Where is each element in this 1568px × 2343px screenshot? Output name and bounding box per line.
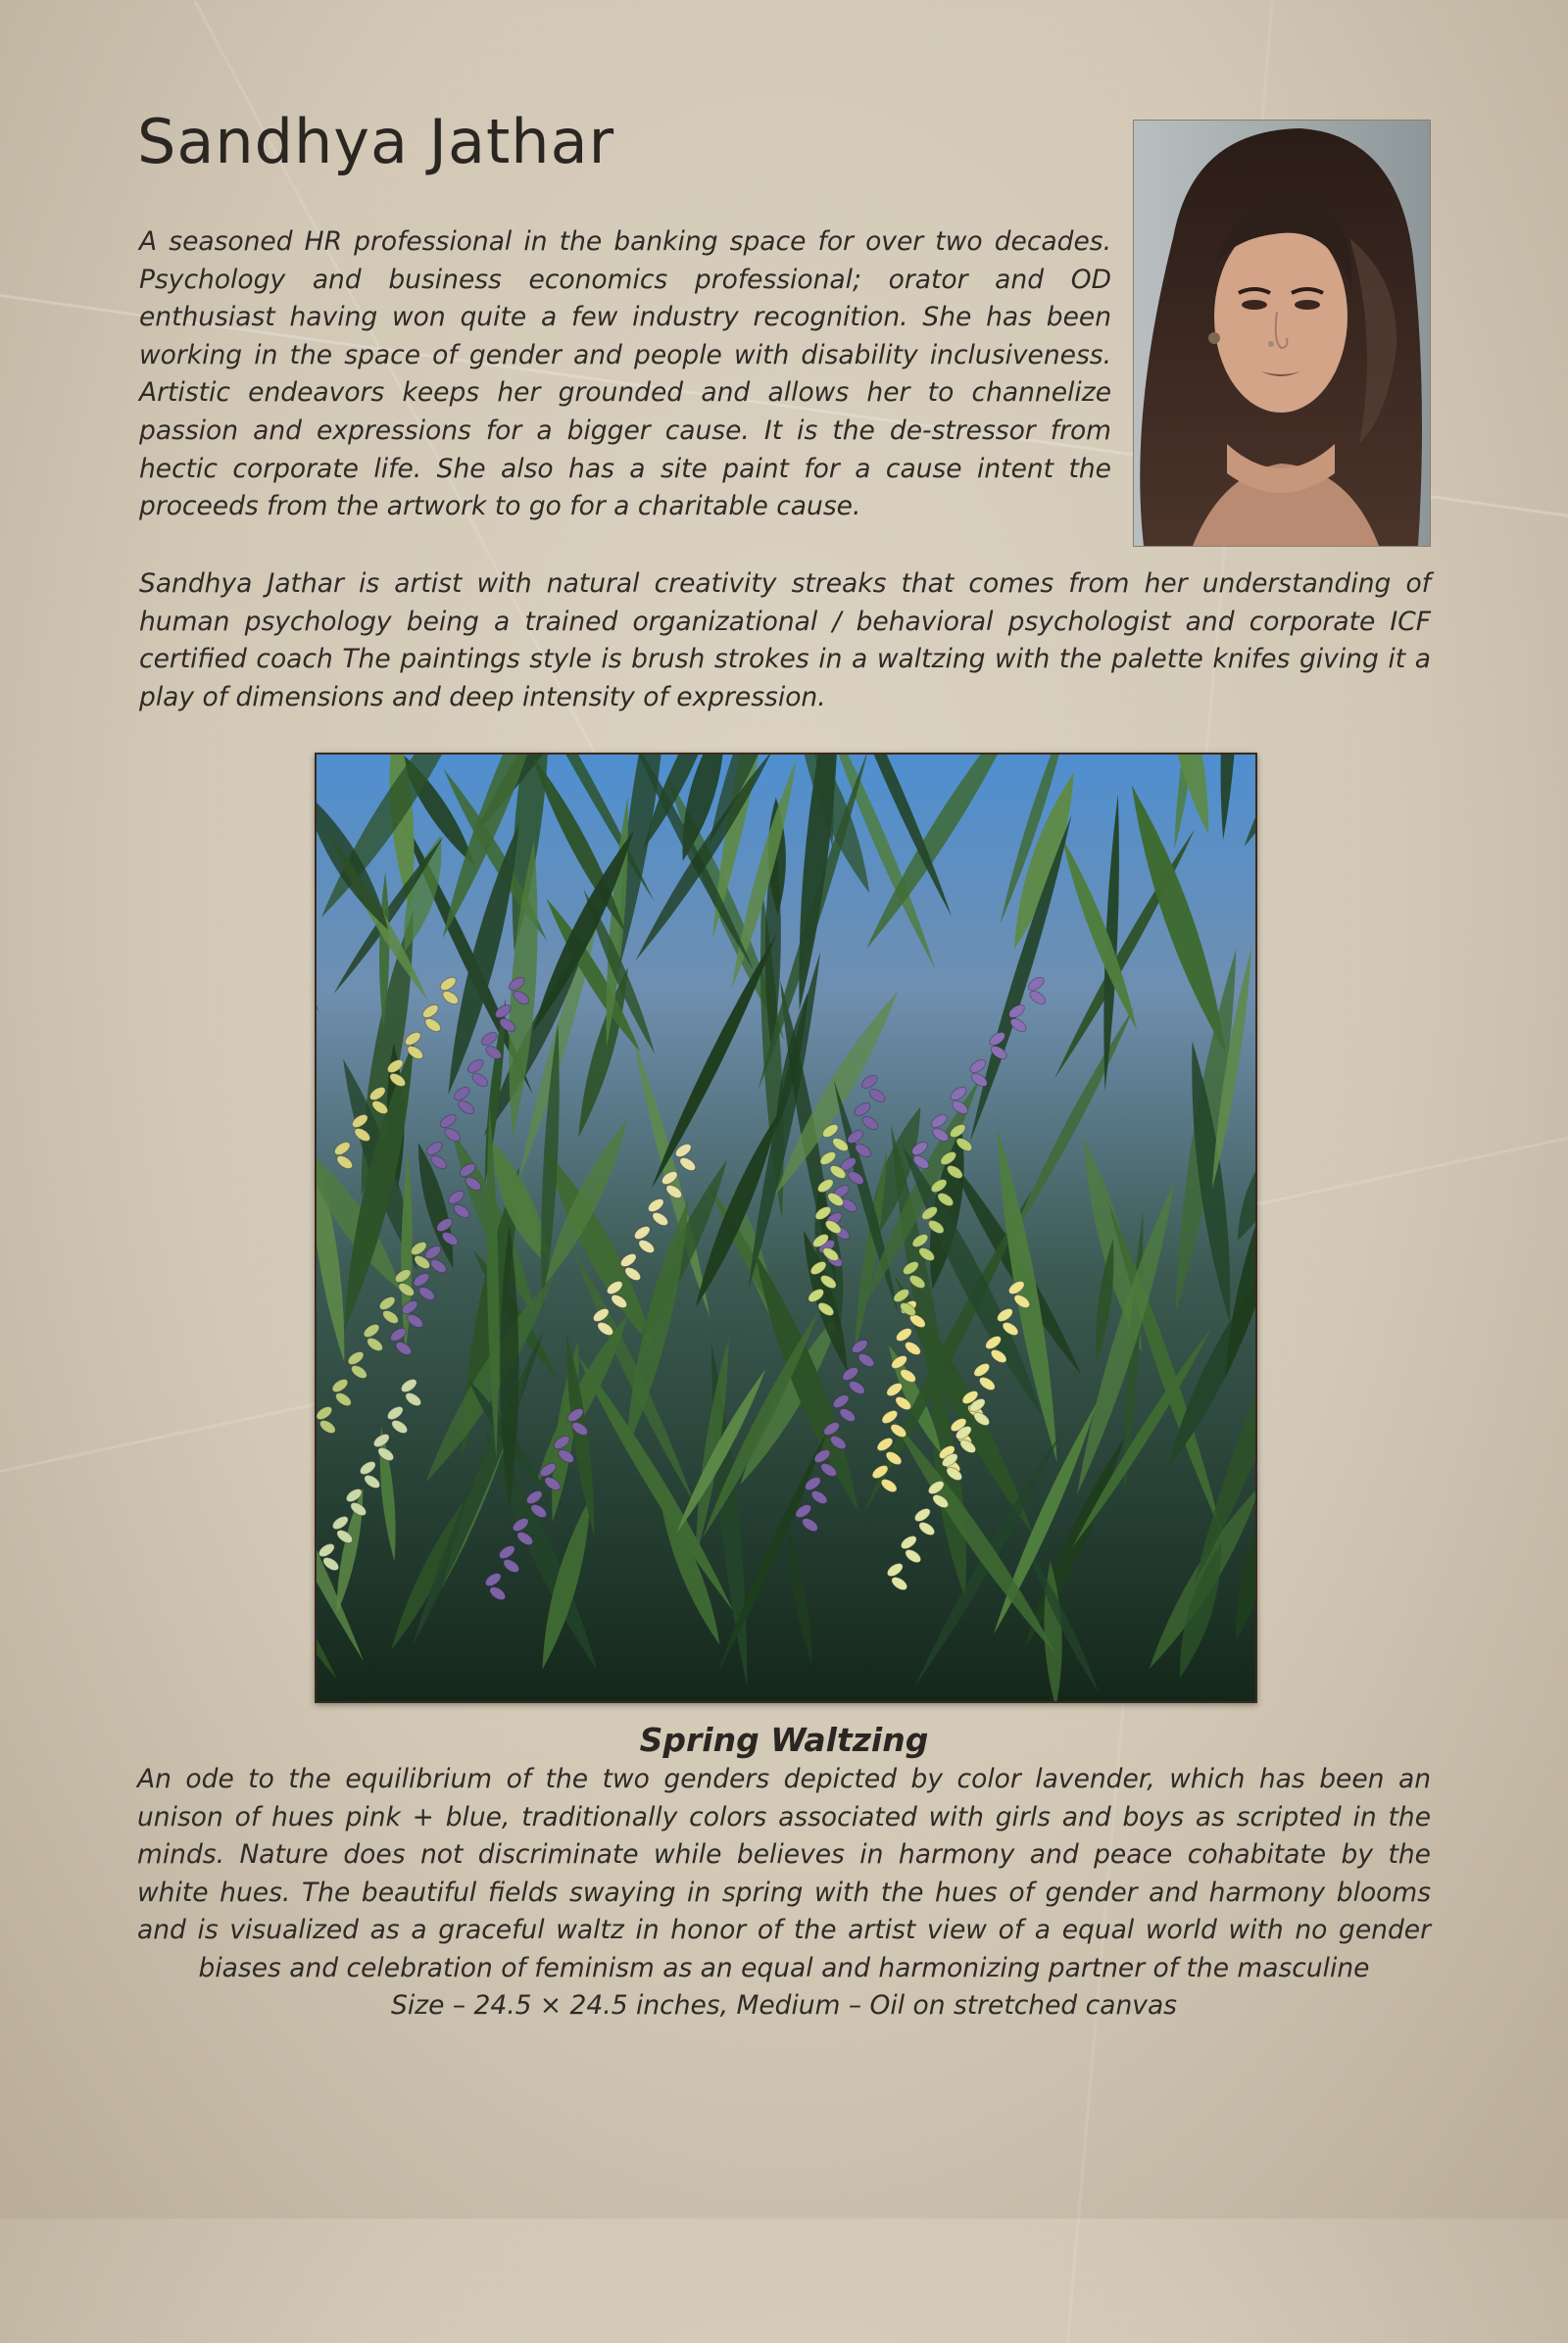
artwork-description-line: biases and celebration of feminism as an equal and harmonizing partner of the masculine	[198, 1952, 1370, 1983]
artist-bio-intro: A seasoned HR professional in the banking space for over two decades. Psychology and business economics professional; orator and OD enthusiast having won quite a few industry recognition. She has been working in the space of gender and people with disability inclusiveness. Artistic endeavors keeps her grounded and allows her to channelize passion and expressions for a bigger cause. It is the de-stressor from hectic corporate life. She also has a site paint for a cause intent the proceeds from the artwork to go for a charitable cause.	[139, 226, 1111, 522]
artwork-description-line: white hues. The beautiful fields swaying in spring with the hues of gender and harmony blooms	[137, 1877, 1431, 1908]
artist-portrait	[1133, 120, 1431, 547]
artwork-description-line: and is visualized as a graceful waltz in honor of the artist view of a equal world with no gender	[137, 1915, 1431, 1945]
artwork-description-line: An ode to the equilibrium of the two genders depicted by color lavender, which has been an	[137, 1764, 1431, 1794]
artwork-painting-image	[315, 753, 1257, 1703]
artist-name: Sandhya Jathar	[137, 106, 615, 177]
artwork-description-line: minds. Nature does not discriminate while believes in harmony and peace cohabitate by the	[137, 1839, 1431, 1870]
artwork-specs: Size – 24.5 × 24.5 inches, Medium – Oil on stretched canvas	[391, 1990, 1177, 2021]
artwork-description	[137, 1761, 1431, 2026]
artwork-description-line: unison of hues pink + blue, traditionally colors associated with girls and boys as scripted in the	[137, 1801, 1431, 1832]
artist-bio-style: Sandhya Jathar is artist with natural creativity streaks that comes from her understanding of human psychology being a trained organizational / behavioral psychologist and corporate ICF certified coach The paintings style is brush strokes in a waltzing with the palette knifes giving it a play of dimensions and deep intensity of expression.	[139, 568, 1431, 712]
artwork-title: Spring Waltzing	[639, 1721, 929, 1759]
